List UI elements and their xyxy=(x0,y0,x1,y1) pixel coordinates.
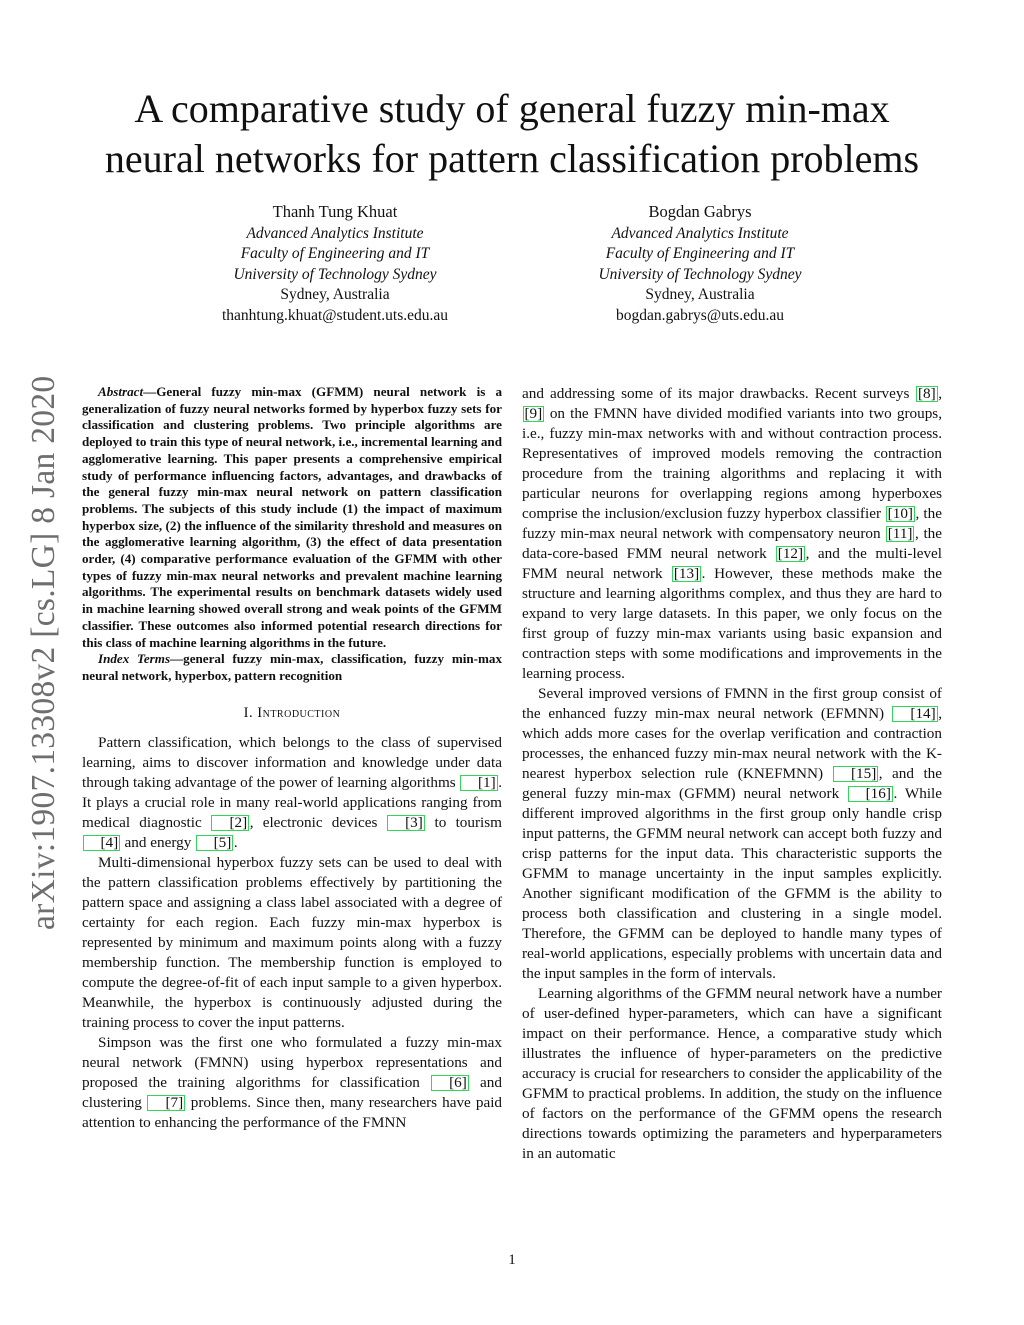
citation-link[interactable]: [1] xyxy=(460,775,498,791)
paper-title xyxy=(60,84,964,184)
author-affiliation-faculty: Faculty of Engineering and IT xyxy=(605,245,795,263)
section-heading-introduction xyxy=(82,703,502,723)
paragraph xyxy=(82,733,502,853)
text-run: , the data-core-based FMM neural network xyxy=(522,525,942,562)
citation-link[interactable]: [4] xyxy=(83,835,121,851)
author-affiliation-institute: Advanced Analytics Institute xyxy=(611,224,789,242)
page-number: 1 xyxy=(508,1252,516,1268)
abstract xyxy=(82,384,502,651)
text-run: . It plays a crucial role in many real-world applications ranging from medical diagnostic xyxy=(82,773,502,831)
author-location: Sydney, Australia xyxy=(280,286,390,304)
author-email: thanhtung.khuat@student.uts.edu.au xyxy=(221,306,449,324)
text-run: , and the multi-level FMM neural network xyxy=(522,545,942,582)
text-run: to tourism xyxy=(425,813,502,831)
citation-link[interactable]: [9] xyxy=(524,405,543,422)
author-affiliation-university: University of Technology Sydney xyxy=(233,265,437,283)
text-run: . However, these methods make the structure and learning algorithms complex, and thus they are hard to expand to very large datasets. In this paper, we only focus on the first group of fuzzy min-max variants using basic expansion and contraction steps with some modifications and improvements in the learning process. xyxy=(522,565,942,682)
citation-link[interactable]: [7] xyxy=(147,1095,185,1111)
index-terms xyxy=(82,651,502,684)
right-column xyxy=(522,384,942,1164)
citation-link[interactable]: [6] xyxy=(431,1075,469,1091)
abstract-lead: Abstract xyxy=(98,384,144,399)
author-block-2 xyxy=(535,202,865,327)
citation-link[interactable]: [13] xyxy=(673,565,700,582)
author-name: Bogdan Gabrys xyxy=(648,202,752,221)
paragraph xyxy=(82,1033,502,1133)
citation-link[interactable]: [11] xyxy=(887,525,913,542)
citation-link[interactable]: [12] xyxy=(777,545,804,562)
citation-link[interactable]: [8] xyxy=(917,385,936,402)
title-line-2: neural networks for pattern classification problems xyxy=(104,136,920,181)
section-title: Introduction xyxy=(257,704,341,721)
author-location: Sydney, Australia xyxy=(645,286,755,304)
citation-link[interactable]: [15] xyxy=(833,766,878,782)
text-run: problems. Since then, many researchers have paid attention to enhancing the performance of the FMNN xyxy=(82,1093,503,1131)
text-run: Pattern classification, which belongs to the class of supervised learning, aims to discover information and knowledge under data through taking advantage of the power of learning algorithms xyxy=(82,733,502,791)
text-run: on the FMNN have divided modified variants into two groups, i.e., fuzzy min-max networks with and without contraction process. Representatives of improved models removing the contraction procedure from the training algorithms and replacing it with particular neurons for overlapping regions among hyperboxes comprise the inclusion/exclusion fuzzy hyperbox classifier xyxy=(522,405,942,522)
index-terms-text: —general fuzzy min-max, classification, fuzzy min-max neural network, hyperbox, pattern recognition xyxy=(82,651,503,683)
title-line-1: A comparative study of general fuzzy min-max xyxy=(134,86,890,131)
text-run: . xyxy=(233,833,238,851)
author-name: Thanh Tung Khuat xyxy=(272,202,398,221)
text-run: Several improved versions of FMNN in the first group consist of the enhanced fuzzy min-max neural network (EFMNN) xyxy=(522,685,942,722)
section-number: I. xyxy=(243,704,254,721)
paragraph: Learning algorithms of the GFMM neural network have a number of user-defined hyper-parameters, which can have a significant impact on their performance. Hence, a comparative study which illustrates the influence of hyper-parameters on the predictive accuracy is crucial for researchers to consider the applicability of the GFMM to practical problems. In addition, the study on the influence of factors on the performance of the GFMM opens the research directions towards optimizing the parameters and hyperparameters in an automatic xyxy=(522,985,942,1162)
author-email: bogdan.gabrys@uts.edu.au xyxy=(616,306,784,324)
citation-link[interactable]: [14] xyxy=(892,706,937,722)
author-affiliation-faculty: Faculty of Engineering and IT xyxy=(240,245,430,263)
index-terms-lead: Index Terms xyxy=(98,651,171,667)
text-run: , the fuzzy min-max neural network with compensatory neuron xyxy=(522,505,942,542)
author-affiliation-institute: Advanced Analytics Institute xyxy=(246,224,424,242)
citation-link[interactable]: [2] xyxy=(211,815,249,831)
author-block-1 xyxy=(170,202,500,327)
abstract-text: —General fuzzy min-max (GFMM) neural network is a generalization of fuzzy neural networks formed by hyperbox fuzzy sets for classification and clustering problems. Two principle algorithms are deployed to train this type of neural network, i.e., incremental learning and agglomerative learning. This paper presents a comprehensive empirical study of performance influencing factors, advantages, and drawbacks of the general fuzzy min-max neural network on pattern classification problems. The subjects of this study include (1) the impact of maximum hyperbox size, (2) the influence of the similarity threshold and measures on the agglomerative learning algorithm, (3) the effect of data presentation order, (4) comparative performance evaluation of the GFMM with other types of fuzzy min-max neural networks and prevalent machine learning algorithms. The experimental results on benchmark datasets widely used in machine learning showed overall strong and weak points of the GFMM classifier. These outcomes also informed potential research directions for this class of machine learning algorithms in the future. xyxy=(82,384,502,650)
text-run: Simpson was the first one who formulated a fuzzy min-max neural network (FMNN) using hyperbox representations and proposed the training algorithms for classification xyxy=(82,1033,502,1091)
text-run: , which adds more cases for the overlap verification and contraction processes, the enhanced fuzzy min-max neural network with the K-nearest hyperbox selection rule (KNEFMNN) xyxy=(522,705,942,782)
citation-link[interactable]: [10] xyxy=(887,505,913,522)
paragraph xyxy=(522,684,942,984)
text-run: , electronic devices xyxy=(249,813,387,831)
paragraph xyxy=(522,384,942,684)
author-affiliation-university: University of Technology Sydney xyxy=(598,265,802,283)
citation-link[interactable]: [5] xyxy=(196,835,234,851)
text-run: and energy xyxy=(120,833,196,851)
citation-link[interactable]: [3] xyxy=(387,815,425,831)
text-run: , and the general fuzzy min-max (GFMM) neural network xyxy=(522,765,943,802)
arxiv-stamp: arXiv:1907.13308v2 [cs.LG] 8 Jan 2020 xyxy=(25,375,62,930)
text-run: and clustering xyxy=(82,1073,502,1111)
paragraph: Multi-dimensional hyperbox fuzzy sets can be used to deal with the pattern classification problems effectively by partitioning the pattern space and assigning a class label associated with a degree of certainty for each region. Each fuzzy min-max hyperbox is represented by minimum and maximum points along with a fuzzy membership function. The membership function is employed to compute the degree-of-fit of each input sample to a given hyperbox. Meanwhile, the hyperbox is continuously adjusted during the training process to cover the input patterns. xyxy=(82,853,502,1031)
text-run: and addressing some of its major drawbacks. Recent surveys xyxy=(522,385,916,402)
text-run: , xyxy=(938,385,942,402)
citation-link[interactable]: [16] xyxy=(848,786,893,802)
left-column xyxy=(82,384,502,1133)
text-run: . While different improved algorithms in the first group only handle crisp input patterns, the GFMM neural network can accept both fuzzy and crisp patterns for the input data. This characteristic supports the GFMM to manage uncertainty in the input samples explicitly. Another significant modification of the GFMM is the ability to process both classification and clustering in a single model. Therefore, the GFMM can be deployed to handle many types of real-world applications, especially problems with uncertain data and the input samples in the form of intervals. xyxy=(522,785,943,982)
